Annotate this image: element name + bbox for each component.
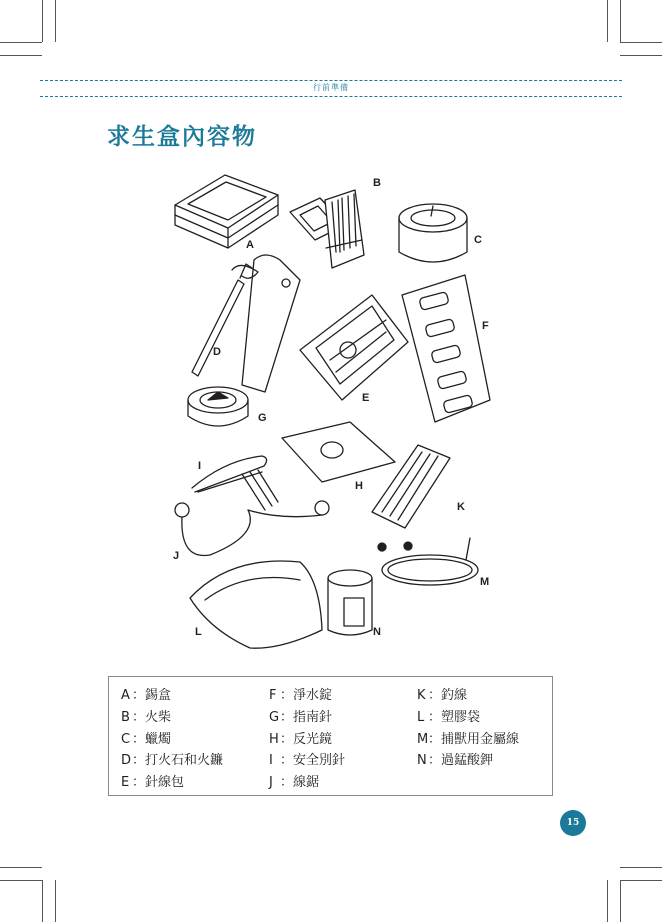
legend-box — [108, 676, 553, 796]
legend-label: 火柴 — [145, 709, 172, 725]
legend-label: 錫盒 — [145, 688, 172, 703]
running-header — [0, 82, 662, 93]
plastic-bag-drawing — [190, 561, 322, 648]
item-letter-e: E — [362, 392, 370, 404]
legend-label: 捕獸用金屬線 — [441, 731, 520, 747]
legend-key: A — [121, 688, 130, 703]
legend-separator: ： — [132, 753, 146, 769]
item-letter-b: B — [373, 177, 381, 189]
safety-pins-drawing — [192, 456, 278, 510]
legend-item — [121, 772, 223, 794]
legend-separator: ： — [280, 731, 294, 747]
header-rule-top — [40, 80, 622, 81]
legend-separator: ： — [428, 709, 442, 725]
legend-label: 打火石和火鐮 — [145, 753, 224, 769]
legend-item — [269, 772, 345, 794]
legend-separator: ： — [280, 753, 294, 769]
legend-key: M — [417, 731, 429, 747]
legend-item — [417, 729, 519, 751]
legend-column — [121, 685, 223, 794]
survival-kit-illustration — [150, 160, 510, 660]
tin-box-drawing — [175, 175, 278, 248]
item-letter-g: G — [258, 412, 267, 424]
item-letter-m: M — [480, 576, 490, 588]
legend-label: 蠟燭 — [145, 731, 172, 747]
legend-key: L — [417, 709, 425, 725]
legend-separator: ： — [132, 775, 146, 791]
legend-item — [417, 707, 519, 729]
crop-mark — [0, 42, 42, 43]
legend-separator: ： — [280, 775, 294, 791]
crop-mark — [55, 0, 56, 42]
page-number: 15 — [560, 810, 586, 836]
compass-drawing — [188, 387, 248, 426]
crop-mark — [0, 880, 42, 881]
legend-separator: ： — [280, 709, 294, 725]
legend-separator: ： — [132, 688, 146, 703]
legend-column — [269, 685, 345, 794]
legend-separator: ： — [132, 731, 146, 747]
legend-key: H — [269, 731, 279, 747]
legend-separator: ： — [280, 688, 294, 703]
legend-label: 線鋸 — [293, 775, 320, 791]
purification-tablets-drawing — [402, 275, 490, 422]
item-letter-c: C — [474, 234, 482, 246]
legend-item — [269, 729, 345, 751]
legend-key: N — [417, 753, 427, 769]
item-letter-j: J — [173, 550, 180, 562]
crop-mark — [620, 55, 662, 56]
legend-label: 安全別針 — [293, 753, 346, 769]
crop-mark — [42, 880, 43, 922]
legend-item — [121, 685, 223, 707]
signal-mirror-drawing — [282, 422, 395, 482]
legend-key: C — [121, 731, 131, 747]
legend-label: 釣線 — [441, 688, 468, 703]
crop-mark — [620, 880, 621, 922]
crop-mark — [620, 880, 662, 881]
legend-separator: ： — [428, 688, 442, 703]
legend-key: G — [269, 709, 280, 725]
crop-mark — [0, 867, 42, 868]
legend-label: 針線包 — [145, 775, 185, 791]
crop-mark — [620, 42, 662, 43]
legend-key: J — [269, 775, 273, 791]
flint-striker-drawing — [192, 255, 300, 392]
crop-mark — [620, 0, 621, 42]
legend-label: 指南針 — [293, 709, 333, 725]
legend-key: K — [417, 688, 426, 703]
matchbox-drawing — [290, 190, 364, 268]
candle-tin-drawing — [399, 204, 467, 262]
legend-item — [269, 685, 345, 707]
item-letter-a: A — [246, 239, 254, 251]
legend-separator: ： — [428, 731, 442, 747]
legend-item — [417, 750, 519, 772]
legend-label: 反光鏡 — [293, 731, 333, 747]
legend-key: E — [121, 775, 130, 791]
legend-item — [121, 750, 223, 772]
legend-item — [269, 750, 345, 772]
legend-separator: ： — [132, 709, 146, 725]
legend-label: 塑膠袋 — [441, 709, 481, 725]
legend-item — [121, 729, 223, 751]
running-header-text: 行前準備 — [309, 83, 353, 92]
page-title: 求生盒內容物 — [107, 124, 257, 150]
item-letter-d: D — [213, 346, 221, 358]
item-letter-l: L — [195, 626, 202, 638]
legend-item — [417, 685, 519, 707]
snare-wire-drawing — [382, 538, 478, 585]
legend-key: B — [121, 709, 130, 725]
crop-mark — [607, 0, 608, 42]
legend-label: 淨水錠 — [293, 688, 333, 703]
crop-mark — [0, 55, 42, 56]
item-letter-n: N — [373, 626, 381, 638]
wire-saw-drawing — [175, 501, 329, 556]
legend-column — [417, 685, 519, 772]
item-letter-f: F — [482, 320, 489, 332]
crop-mark — [55, 880, 56, 922]
crop-mark — [42, 0, 43, 42]
legend-item — [121, 707, 223, 729]
legend-label: 過錳酸鉀 — [441, 753, 494, 769]
item-letter-k: K — [457, 501, 465, 513]
item-letter-h: H — [355, 480, 363, 492]
legend-separator: ： — [428, 753, 442, 769]
legend-key: F — [269, 688, 277, 703]
header-rule-bottom — [40, 96, 622, 97]
sewing-kit-drawing — [300, 295, 408, 400]
crop-mark — [607, 880, 608, 922]
legend-key: D — [121, 753, 132, 769]
legend-item — [269, 707, 345, 729]
crop-mark — [620, 867, 662, 868]
legend-key: I — [269, 753, 273, 769]
item-letter-i: I — [198, 460, 202, 472]
permanganate-jar-drawing — [328, 570, 372, 635]
